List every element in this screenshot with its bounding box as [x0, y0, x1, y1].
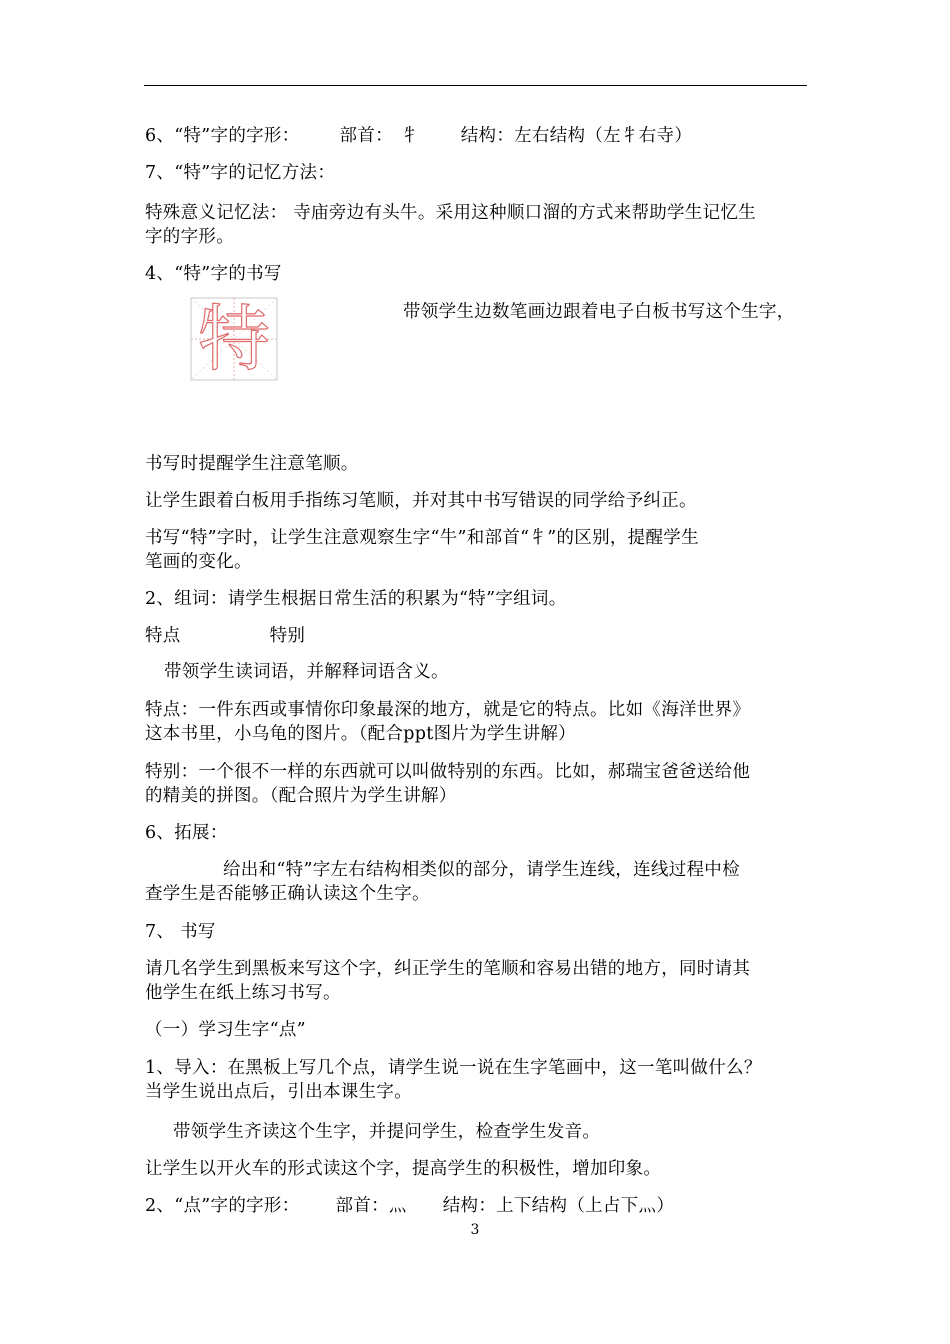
text-line: 笔画的变化。: [145, 552, 252, 572]
text-line: 书写“特”字时，让学生注意观察生字“牛”和部首“牜”的区别，提醒学生: [145, 528, 699, 548]
text-line: 让学生以开火车的形式读这个字，提高学生的积极性，增加印象。: [145, 1159, 662, 1179]
section-heading: （一）学习生字“点”: [145, 1020, 306, 1040]
character-writing-grid: [190, 297, 278, 381]
text-line: 当学生说出点后，引出本课生字。: [145, 1082, 412, 1102]
text-line: 这本书里，小乌龟的图片。（配合ppt图片为学生讲解）: [145, 724, 576, 744]
section-heading: 7、 书写: [145, 922, 216, 942]
text-line: 书写时提醒学生注意笔顺。: [145, 454, 359, 474]
section-heading: 4、“特”字的书写: [145, 264, 282, 284]
text-line: 带领学生边数笔画边跟着电子白板书写这个生字，: [403, 302, 795, 322]
section-heading: 6、拓展：: [145, 823, 228, 843]
page-number: 3: [470, 1222, 480, 1238]
text-line: 2、“点”字的字形： 部首：灬 结构：上下结构（上占下灬）: [145, 1196, 675, 1216]
text-line: 特点：一件东西或事情你印象最深的地方，就是它的特点。比如《海洋世界》: [145, 700, 751, 720]
text-line: 7、“特”字的记忆方法：: [145, 163, 336, 183]
header-rule: [144, 85, 807, 86]
text-line: 特点 特别: [145, 626, 306, 646]
text-line: 字的字形。: [145, 227, 234, 247]
section-heading: 2、组词：请学生根据日常生活的积累为“特”字组词。: [145, 589, 567, 609]
text-line: 特别：一个很不一样的东西就可以叫做特别的东西。比如，郝瑞宝爸爸送给他: [145, 762, 751, 782]
text-line: 带领学生齐读这个生字，并提问学生，检查学生发音。: [173, 1122, 601, 1142]
text-line: 查学生是否能够正确认读这个生字。: [145, 884, 430, 904]
text-line: 特殊意义记忆法： 寺庙旁边有头牛。采用这种顺口溜的方式来帮助学生记忆生: [145, 203, 757, 223]
text-line: 请几名学生到黑板来写这个字，纠正学生的笔顺和容易出错的地方，同时请其: [145, 959, 751, 979]
text-line: 他学生在纸上练习书写。: [145, 983, 341, 1003]
text-line: 让学生跟着白板用手指练习笔顺，并对其中书写错误的同学给予纠正。: [145, 491, 697, 511]
text-line: 1、导入：在黑板上写几个点，请学生说一说在生字笔画中，这一笔叫做什么？: [145, 1058, 762, 1078]
text-line: 带领学生读词语，并解释词语含义。: [164, 662, 449, 682]
text-line: 6、“特”字的字形： 部首： 牜 结构：左右结构（左牜右寺）: [145, 126, 693, 146]
text-line: 给出和“特”字左右结构相类似的部分，请学生连线，连线过程中检: [223, 860, 740, 880]
text-line: 的精美的拼图。（配合照片为学生讲解）: [145, 786, 457, 806]
character-glyph: 特: [197, 297, 270, 381]
